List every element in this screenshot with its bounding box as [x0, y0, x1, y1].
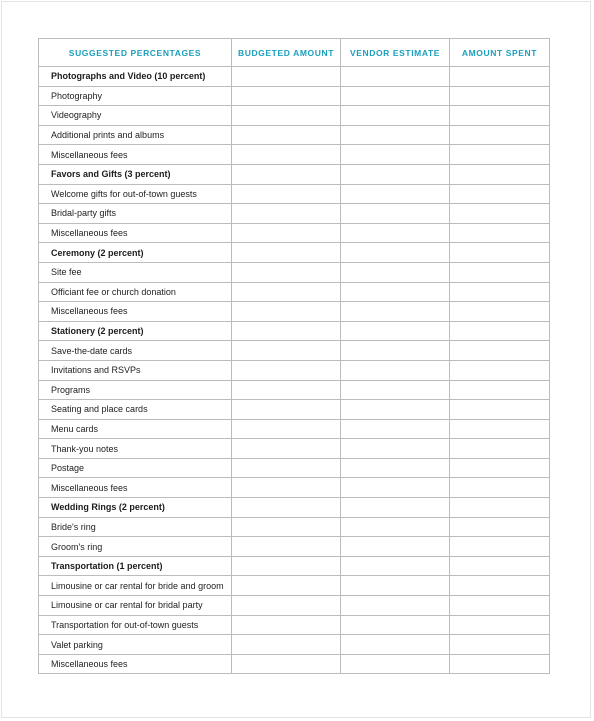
amount-spent-cell[interactable]: [450, 615, 550, 635]
budgeted-amount-cell[interactable]: [232, 576, 341, 596]
item-label: Videography: [39, 106, 232, 126]
budgeted-amount-cell[interactable]: [232, 86, 341, 106]
table-row: [39, 184, 550, 204]
budgeted-amount-cell[interactable]: [232, 498, 341, 518]
table-row: [39, 615, 550, 635]
vendor-estimate-cell[interactable]: [341, 537, 450, 557]
budgeted-amount-cell[interactable]: [232, 302, 341, 322]
item-label: Miscellaneous fees: [39, 223, 232, 243]
amount-spent-cell[interactable]: [450, 164, 550, 184]
item-label: Transportation for out-of-town guests: [39, 615, 232, 635]
amount-spent-cell[interactable]: [450, 458, 550, 478]
category-row: [39, 243, 550, 263]
vendor-estimate-cell[interactable]: [341, 400, 450, 420]
table-row: [39, 86, 550, 106]
vendor-estimate-cell[interactable]: [341, 164, 450, 184]
vendor-estimate-cell[interactable]: [341, 556, 450, 576]
budgeted-amount-cell[interactable]: [232, 243, 341, 263]
budgeted-amount-cell[interactable]: [232, 458, 341, 478]
vendor-estimate-cell[interactable]: [341, 282, 450, 302]
budgeted-amount-cell[interactable]: [232, 360, 341, 380]
amount-spent-cell[interactable]: [450, 125, 550, 145]
table-row: [39, 262, 550, 282]
vendor-estimate-cell[interactable]: [341, 517, 450, 537]
table-row: [39, 537, 550, 557]
table-row: [39, 635, 550, 655]
item-label: Photography: [39, 86, 232, 106]
item-label: Menu cards: [39, 419, 232, 439]
vendor-estimate-cell[interactable]: [341, 204, 450, 224]
amount-spent-cell[interactable]: [450, 262, 550, 282]
category-row: [39, 556, 550, 576]
amount-spent-cell[interactable]: [450, 243, 550, 263]
budgeted-amount-cell[interactable]: [232, 223, 341, 243]
vendor-estimate-cell[interactable]: [341, 576, 450, 596]
item-label: Additional prints and albums: [39, 125, 232, 145]
table-row: [39, 106, 550, 126]
amount-spent-cell[interactable]: [450, 419, 550, 439]
table-row: [39, 478, 550, 498]
vendor-estimate-cell[interactable]: [341, 243, 450, 263]
budgeted-amount-cell[interactable]: [232, 635, 341, 655]
item-label: Valet parking: [39, 635, 232, 655]
header-vendor-estimate: VENDOR ESTIMATE: [341, 39, 450, 67]
amount-spent-cell[interactable]: [450, 106, 550, 126]
table-row: [39, 576, 550, 596]
vendor-estimate-cell[interactable]: [341, 458, 450, 478]
vendor-estimate-cell[interactable]: [341, 478, 450, 498]
item-label: Miscellaneous fees: [39, 302, 232, 322]
item-label: Save-the-date cards: [39, 341, 232, 361]
vendor-estimate-cell[interactable]: [341, 596, 450, 616]
category-label: Photographs and Video (10 percent): [39, 67, 232, 87]
amount-spent-cell[interactable]: [450, 654, 550, 674]
item-label: Thank-you notes: [39, 439, 232, 459]
item-label: Miscellaneous fees: [39, 145, 232, 165]
item-label: Limousine or car rental for bride and groom: [39, 576, 232, 596]
budgeted-amount-cell[interactable]: [232, 537, 341, 557]
amount-spent-cell[interactable]: [450, 517, 550, 537]
amount-spent-cell[interactable]: [450, 596, 550, 616]
item-label: Bride's ring: [39, 517, 232, 537]
budgeted-amount-cell[interactable]: [232, 478, 341, 498]
item-label: Limousine or car rental for bridal party: [39, 596, 232, 616]
table-row: [39, 596, 550, 616]
category-label: Ceremony (2 percent): [39, 243, 232, 263]
budgeted-amount-cell[interactable]: [232, 125, 341, 145]
amount-spent-cell[interactable]: [450, 86, 550, 106]
budgeted-amount-cell[interactable]: [232, 321, 341, 341]
amount-spent-cell[interactable]: [450, 537, 550, 557]
header-budgeted-amount: BUDGETED AMOUNT: [232, 39, 341, 67]
table-body: [39, 67, 550, 674]
category-label: Transportation (1 percent): [39, 556, 232, 576]
vendor-estimate-cell[interactable]: [341, 223, 450, 243]
amount-spent-cell[interactable]: [450, 184, 550, 204]
table-row: [39, 380, 550, 400]
table-row: [39, 419, 550, 439]
budgeted-amount-cell[interactable]: [232, 419, 341, 439]
table-header: [39, 39, 550, 67]
amount-spent-cell[interactable]: [450, 223, 550, 243]
budgeted-amount-cell[interactable]: [232, 341, 341, 361]
table-row: [39, 204, 550, 224]
budgeted-amount-cell[interactable]: [232, 262, 341, 282]
item-label: Invitations and RSVPs: [39, 360, 232, 380]
vendor-estimate-cell[interactable]: [341, 654, 450, 674]
table-row: [39, 282, 550, 302]
category-label: Stationery (2 percent): [39, 321, 232, 341]
vendor-estimate-cell[interactable]: [341, 145, 450, 165]
table-row: [39, 223, 550, 243]
budgeted-amount-cell[interactable]: [232, 164, 341, 184]
table-row: [39, 439, 550, 459]
category-label: Favors and Gifts (3 percent): [39, 164, 232, 184]
amount-spent-cell[interactable]: [450, 282, 550, 302]
budgeted-amount-cell[interactable]: [232, 517, 341, 537]
budgeted-amount-cell[interactable]: [232, 67, 341, 87]
vendor-estimate-cell[interactable]: [341, 439, 450, 459]
table-row: [39, 341, 550, 361]
vendor-estimate-cell[interactable]: [341, 498, 450, 518]
amount-spent-cell[interactable]: [450, 145, 550, 165]
amount-spent-cell[interactable]: [450, 360, 550, 380]
item-label: Groom's ring: [39, 537, 232, 557]
amount-spent-cell[interactable]: [450, 400, 550, 420]
item-label: Site fee: [39, 262, 232, 282]
amount-spent-cell[interactable]: [450, 635, 550, 655]
vendor-estimate-cell[interactable]: [341, 635, 450, 655]
budgeted-amount-cell[interactable]: [232, 654, 341, 674]
amount-spent-cell[interactable]: [450, 321, 550, 341]
vendor-estimate-cell[interactable]: [341, 184, 450, 204]
vendor-estimate-cell[interactable]: [341, 360, 450, 380]
item-label: Miscellaneous fees: [39, 654, 232, 674]
item-label: Miscellaneous fees: [39, 478, 232, 498]
amount-spent-cell[interactable]: [450, 67, 550, 87]
budgeted-amount-cell[interactable]: [232, 615, 341, 635]
item-label: Officiant fee or church donation: [39, 282, 232, 302]
budgeted-amount-cell[interactable]: [232, 596, 341, 616]
table-row: [39, 360, 550, 380]
budgeted-amount-cell[interactable]: [232, 380, 341, 400]
header-suggested-percentages: SUGGESTED PERCENTAGES: [39, 39, 232, 67]
item-label: Seating and place cards: [39, 400, 232, 420]
vendor-estimate-cell[interactable]: [341, 86, 450, 106]
vendor-estimate-cell[interactable]: [341, 125, 450, 145]
budgeted-amount-cell[interactable]: [232, 204, 341, 224]
category-row: [39, 498, 550, 518]
amount-spent-cell[interactable]: [450, 556, 550, 576]
table-row: [39, 302, 550, 322]
item-label: Programs: [39, 380, 232, 400]
table-row: [39, 517, 550, 537]
vendor-estimate-cell[interactable]: [341, 262, 450, 282]
vendor-estimate-cell[interactable]: [341, 419, 450, 439]
table-row: [39, 125, 550, 145]
item-label: Welcome gifts for out-of-town guests: [39, 184, 232, 204]
amount-spent-cell[interactable]: [450, 302, 550, 322]
budgeted-amount-cell[interactable]: [232, 106, 341, 126]
category-row: [39, 164, 550, 184]
budgeted-amount-cell[interactable]: [232, 556, 341, 576]
amount-spent-cell[interactable]: [450, 576, 550, 596]
budgeted-amount-cell[interactable]: [232, 145, 341, 165]
vendor-estimate-cell[interactable]: [341, 341, 450, 361]
budgeted-amount-cell[interactable]: [232, 282, 341, 302]
amount-spent-cell[interactable]: [450, 380, 550, 400]
budgeted-amount-cell[interactable]: [232, 439, 341, 459]
header-row: [39, 39, 550, 67]
category-label: Wedding Rings (2 percent): [39, 498, 232, 518]
budgeted-amount-cell[interactable]: [232, 184, 341, 204]
amount-spent-cell[interactable]: [450, 439, 550, 459]
vendor-estimate-cell[interactable]: [341, 380, 450, 400]
item-label: Bridal-party gifts: [39, 204, 232, 224]
table-row: [39, 458, 550, 478]
vendor-estimate-cell[interactable]: [341, 67, 450, 87]
amount-spent-cell[interactable]: [450, 498, 550, 518]
amount-spent-cell[interactable]: [450, 204, 550, 224]
item-label: Postage: [39, 458, 232, 478]
vendor-estimate-cell[interactable]: [341, 302, 450, 322]
vendor-estimate-cell[interactable]: [341, 106, 450, 126]
category-row: [39, 321, 550, 341]
budget-table: [38, 38, 550, 674]
table-row: [39, 400, 550, 420]
vendor-estimate-cell[interactable]: [341, 321, 450, 341]
table-row: [39, 654, 550, 674]
table-row: [39, 145, 550, 165]
vendor-estimate-cell[interactable]: [341, 615, 450, 635]
amount-spent-cell[interactable]: [450, 478, 550, 498]
header-amount-spent: AMOUNT SPENT: [450, 39, 550, 67]
budgeted-amount-cell[interactable]: [232, 400, 341, 420]
amount-spent-cell[interactable]: [450, 341, 550, 361]
category-row: [39, 67, 550, 87]
